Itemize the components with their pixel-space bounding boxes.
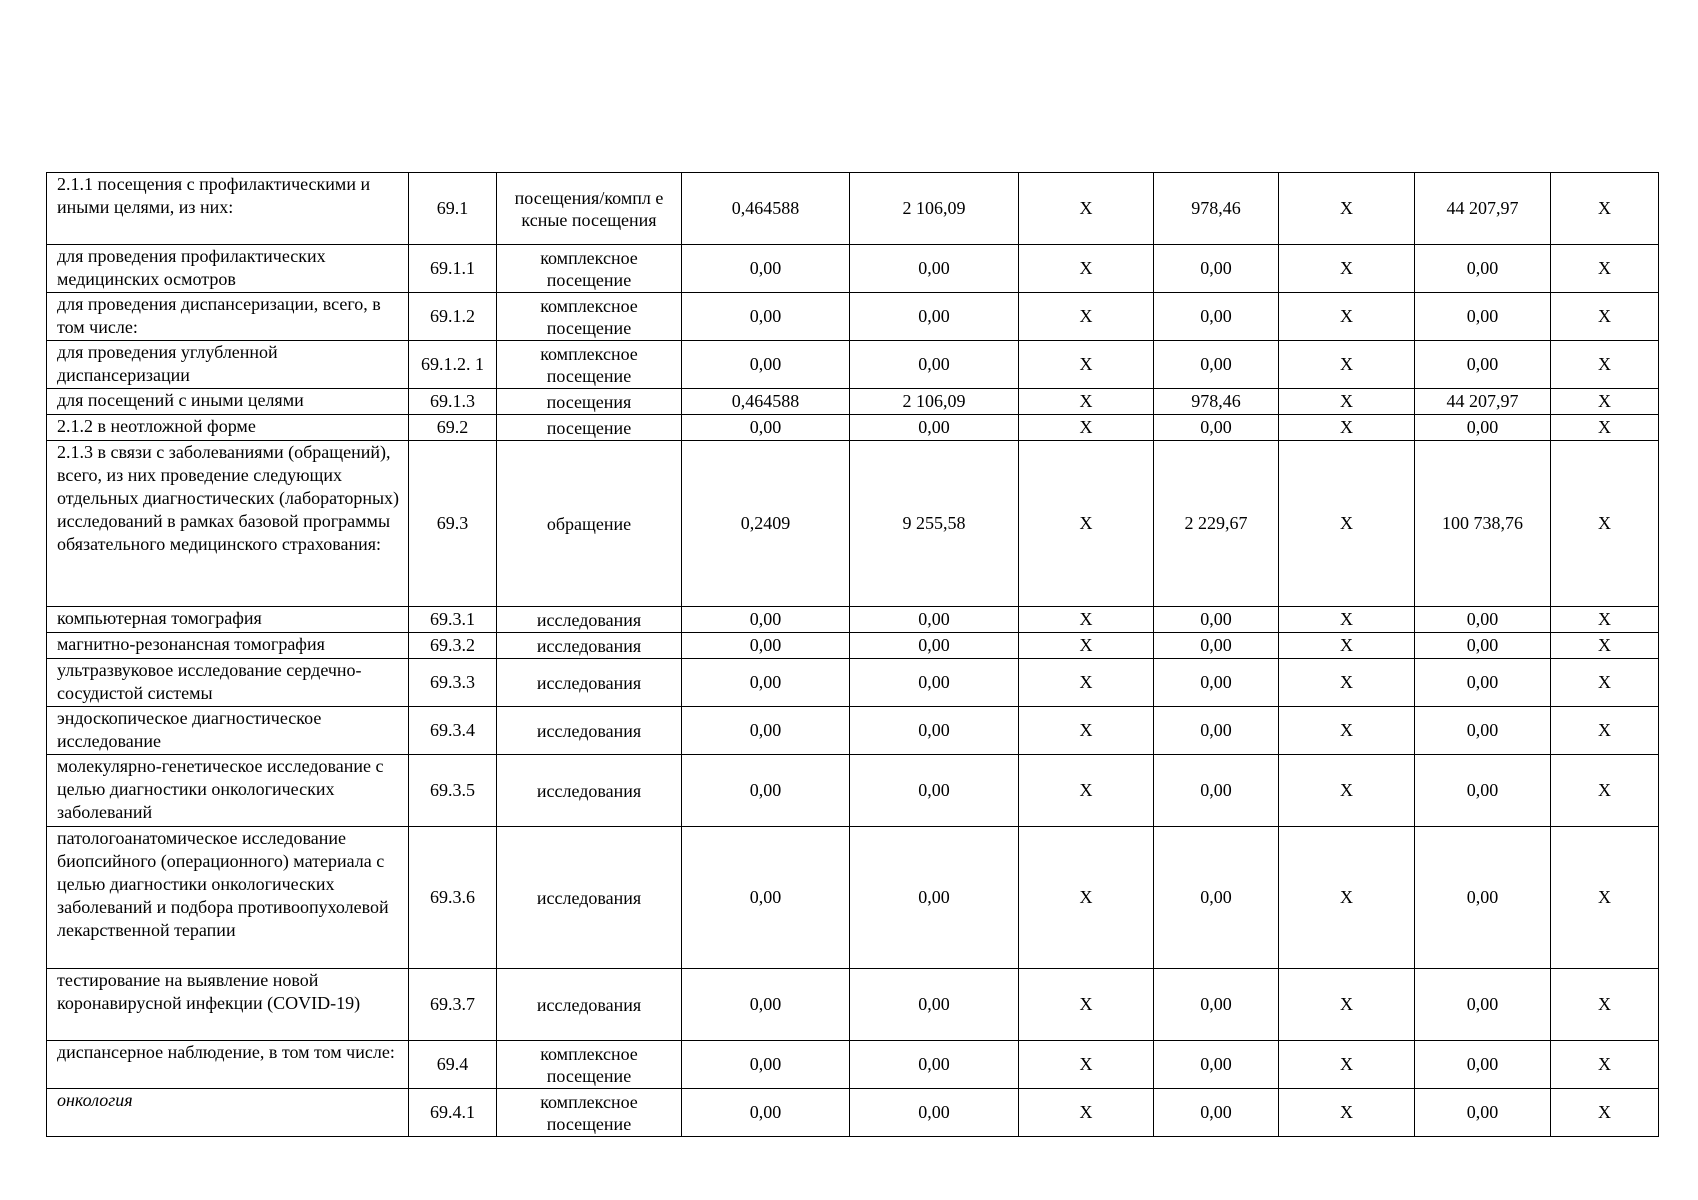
row-value-1: 0,00: [682, 245, 850, 293]
row-value-1: 0,00: [682, 293, 850, 341]
row-x-3: X: [1551, 173, 1659, 245]
row-code: 69.3.6: [409, 827, 497, 969]
row-x-1: X: [1019, 293, 1154, 341]
row-x-2: X: [1279, 441, 1415, 607]
row-unit: комплексное посещение: [497, 1089, 682, 1137]
row-value-4: 0,00: [1415, 755, 1551, 827]
row-value-3: 0,00: [1154, 245, 1279, 293]
row-name: патологоанатомическое исследование биопсийного (операционного) материала с целью диагностики онкологических заболеваний и подбора противоопухолевой лекарственной терапии: [47, 827, 409, 969]
row-code: 69.3.4: [409, 707, 497, 755]
row-x-3: X: [1551, 245, 1659, 293]
row-x-3: X: [1551, 633, 1659, 659]
row-value-2: 0,00: [850, 659, 1019, 707]
row-unit: исследования: [497, 755, 682, 827]
row-x-1: X: [1019, 389, 1154, 415]
row-unit: комплексное посещение: [497, 293, 682, 341]
row-x-3: X: [1551, 969, 1659, 1041]
row-unit: исследования: [497, 969, 682, 1041]
row-x-2: X: [1279, 969, 1415, 1041]
row-value-3: 978,46: [1154, 389, 1279, 415]
row-unit: исследования: [497, 659, 682, 707]
row-value-2: 0,00: [850, 293, 1019, 341]
table-row: [47, 341, 1659, 389]
row-value-1: 0,464588: [682, 173, 850, 245]
row-value-3: 0,00: [1154, 827, 1279, 969]
row-value-3: 0,00: [1154, 969, 1279, 1041]
row-value-4: 0,00: [1415, 415, 1551, 441]
row-value-3: 0,00: [1154, 293, 1279, 341]
row-value-1: 0,00: [682, 1041, 850, 1089]
row-name: ультразвуковое исследование сердечно-сосудистой системы: [47, 659, 409, 707]
row-x-1: X: [1019, 1041, 1154, 1089]
row-x-1: X: [1019, 755, 1154, 827]
table-row: [47, 827, 1659, 969]
row-unit: обращение: [497, 441, 682, 607]
row-value-4: 100 738,76: [1415, 441, 1551, 607]
row-code: 69.4.1: [409, 1089, 497, 1137]
row-code: 69.1.2. 1: [409, 341, 497, 389]
table-row: [47, 245, 1659, 293]
row-x-2: X: [1279, 707, 1415, 755]
row-value-3: 0,00: [1154, 341, 1279, 389]
table-row: [47, 969, 1659, 1041]
row-unit: исследования: [497, 633, 682, 659]
row-x-2: X: [1279, 827, 1415, 969]
row-value-2: 0,00: [850, 969, 1019, 1041]
row-value-1: 0,00: [682, 707, 850, 755]
row-value-3: 0,00: [1154, 415, 1279, 441]
row-x-2: X: [1279, 415, 1415, 441]
row-x-1: X: [1019, 441, 1154, 607]
row-value-1: 0,00: [682, 633, 850, 659]
row-name: для проведения диспансеризации, всего, в том числе:: [47, 293, 409, 341]
row-code: 69.4: [409, 1041, 497, 1089]
table-row: [47, 659, 1659, 707]
row-x-2: X: [1279, 245, 1415, 293]
row-value-4: 0,00: [1415, 1089, 1551, 1137]
row-value-1: 0,00: [682, 755, 850, 827]
row-unit: исследования: [497, 607, 682, 633]
row-value-4: 0,00: [1415, 245, 1551, 293]
row-value-3: 0,00: [1154, 633, 1279, 659]
row-value-3: 0,00: [1154, 1089, 1279, 1137]
row-code: 69.2: [409, 415, 497, 441]
row-value-3: 0,00: [1154, 755, 1279, 827]
row-name: для посещений с иными целями: [47, 389, 409, 415]
row-x-3: X: [1551, 827, 1659, 969]
row-value-2: 0,00: [850, 415, 1019, 441]
row-value-4: 0,00: [1415, 1041, 1551, 1089]
row-unit: комплексное посещение: [497, 1041, 682, 1089]
row-code: 69.1.1: [409, 245, 497, 293]
row-value-4: 44 207,97: [1415, 173, 1551, 245]
row-name: 2.1.3 в связи с заболеваниями (обращений), всего, из них проведение следующих отдельных диагностических (лабораторных) исследований в рамках базовой программы обязательного медицинского страхования:: [47, 441, 409, 607]
row-x-1: X: [1019, 341, 1154, 389]
row-x-3: X: [1551, 293, 1659, 341]
row-value-1: 0,00: [682, 341, 850, 389]
row-x-3: X: [1551, 707, 1659, 755]
row-name: тестирование на выявление новой коронавирусной инфекции (COVID-19): [47, 969, 409, 1041]
row-code: 69.1.3: [409, 389, 497, 415]
row-value-4: 0,00: [1415, 659, 1551, 707]
row-x-3: X: [1551, 415, 1659, 441]
row-x-1: X: [1019, 1089, 1154, 1137]
row-value-3: 0,00: [1154, 1041, 1279, 1089]
row-value-2: 2 106,09: [850, 173, 1019, 245]
table-row: [47, 607, 1659, 633]
row-x-2: X: [1279, 1041, 1415, 1089]
row-code: 69.1: [409, 173, 497, 245]
row-x-1: X: [1019, 969, 1154, 1041]
row-unit: посещения: [497, 389, 682, 415]
row-value-1: 0,00: [682, 659, 850, 707]
table-row: [47, 755, 1659, 827]
row-name: для проведения углубленной диспансеризации: [47, 341, 409, 389]
row-value-3: 2 229,67: [1154, 441, 1279, 607]
row-value-2: 0,00: [850, 1089, 1019, 1137]
row-x-2: X: [1279, 173, 1415, 245]
row-value-3: 0,00: [1154, 659, 1279, 707]
row-value-4: 0,00: [1415, 633, 1551, 659]
row-value-4: 0,00: [1415, 707, 1551, 755]
row-value-3: 0,00: [1154, 607, 1279, 633]
row-unit: посещения/компл е ксные посещения: [497, 173, 682, 245]
row-name: онкология: [47, 1089, 409, 1137]
table-row: [47, 293, 1659, 341]
row-x-1: X: [1019, 173, 1154, 245]
row-value-1: 0,00: [682, 415, 850, 441]
row-x-2: X: [1279, 755, 1415, 827]
row-name: диспансерное наблюдение, в том том числе:: [47, 1041, 409, 1089]
row-code: 69.3.1: [409, 607, 497, 633]
row-value-2: 0,00: [850, 707, 1019, 755]
row-x-2: X: [1279, 659, 1415, 707]
row-x-1: X: [1019, 827, 1154, 969]
row-x-3: X: [1551, 607, 1659, 633]
row-name: молекулярно-генетическое исследование с целью диагностики онкологических заболеваний: [47, 755, 409, 827]
row-value-1: 0,2409: [682, 441, 850, 607]
row-value-2: 0,00: [850, 633, 1019, 659]
row-value-3: 978,46: [1154, 173, 1279, 245]
table-row: [47, 441, 1659, 607]
row-name: 2.1.2 в неотложной форме: [47, 415, 409, 441]
row-value-1: 0,00: [682, 827, 850, 969]
table-row: [47, 1041, 1659, 1089]
row-x-3: X: [1551, 659, 1659, 707]
row-value-2: 0,00: [850, 341, 1019, 389]
row-value-2: 0,00: [850, 1041, 1019, 1089]
table-row: [47, 1089, 1659, 1137]
row-x-2: X: [1279, 341, 1415, 389]
row-code: 69.3: [409, 441, 497, 607]
row-value-1: 0,00: [682, 1089, 850, 1137]
row-code: 69.3.2: [409, 633, 497, 659]
row-name: для проведения профилактических медицинских осмотров: [47, 245, 409, 293]
row-value-4: 0,00: [1415, 969, 1551, 1041]
row-value-4: 0,00: [1415, 827, 1551, 969]
row-x-2: X: [1279, 389, 1415, 415]
row-code: 69.1.2: [409, 293, 497, 341]
row-unit: комплексное посещение: [497, 341, 682, 389]
row-x-3: X: [1551, 341, 1659, 389]
row-x-3: X: [1551, 1089, 1659, 1137]
table-body: [47, 173, 1659, 1137]
row-code: 69.3.5: [409, 755, 497, 827]
row-value-4: 0,00: [1415, 341, 1551, 389]
row-x-3: X: [1551, 1041, 1659, 1089]
row-value-1: 0,00: [682, 607, 850, 633]
row-x-3: X: [1551, 389, 1659, 415]
row-name: эндоскопическое диагностическое исследование: [47, 707, 409, 755]
row-x-2: X: [1279, 293, 1415, 341]
row-name: магнитно-резонансная томография: [47, 633, 409, 659]
row-unit: комплексное посещение: [497, 245, 682, 293]
row-x-1: X: [1019, 245, 1154, 293]
table-row: [47, 415, 1659, 441]
table-row: [47, 707, 1659, 755]
row-unit: посещение: [497, 415, 682, 441]
row-value-2: 0,00: [850, 755, 1019, 827]
row-value-4: 0,00: [1415, 607, 1551, 633]
row-x-3: X: [1551, 755, 1659, 827]
row-value-1: 0,00: [682, 969, 850, 1041]
row-code: 69.3.7: [409, 969, 497, 1041]
table-row: [47, 173, 1659, 245]
row-x-2: X: [1279, 633, 1415, 659]
row-value-1: 0,464588: [682, 389, 850, 415]
table-row: [47, 633, 1659, 659]
row-name: компьютерная томография: [47, 607, 409, 633]
row-value-2: 9 255,58: [850, 441, 1019, 607]
row-value-2: 0,00: [850, 245, 1019, 293]
row-x-1: X: [1019, 415, 1154, 441]
row-unit: исследования: [497, 707, 682, 755]
row-x-1: X: [1019, 607, 1154, 633]
row-name: 2.1.1 посещения с профилактическими и иными целями, из них:: [47, 173, 409, 245]
row-x-1: X: [1019, 659, 1154, 707]
row-value-3: 0,00: [1154, 707, 1279, 755]
data-table: [46, 172, 1659, 1137]
row-value-2: 2 106,09: [850, 389, 1019, 415]
row-x-3: X: [1551, 441, 1659, 607]
table-row: [47, 389, 1659, 415]
row-x-1: X: [1019, 707, 1154, 755]
row-unit: исследования: [497, 827, 682, 969]
row-code: 69.3.3: [409, 659, 497, 707]
row-x-2: X: [1279, 607, 1415, 633]
row-value-4: 44 207,97: [1415, 389, 1551, 415]
row-value-2: 0,00: [850, 827, 1019, 969]
row-x-2: X: [1279, 1089, 1415, 1137]
row-value-2: 0,00: [850, 607, 1019, 633]
row-x-1: X: [1019, 633, 1154, 659]
row-value-4: 0,00: [1415, 293, 1551, 341]
